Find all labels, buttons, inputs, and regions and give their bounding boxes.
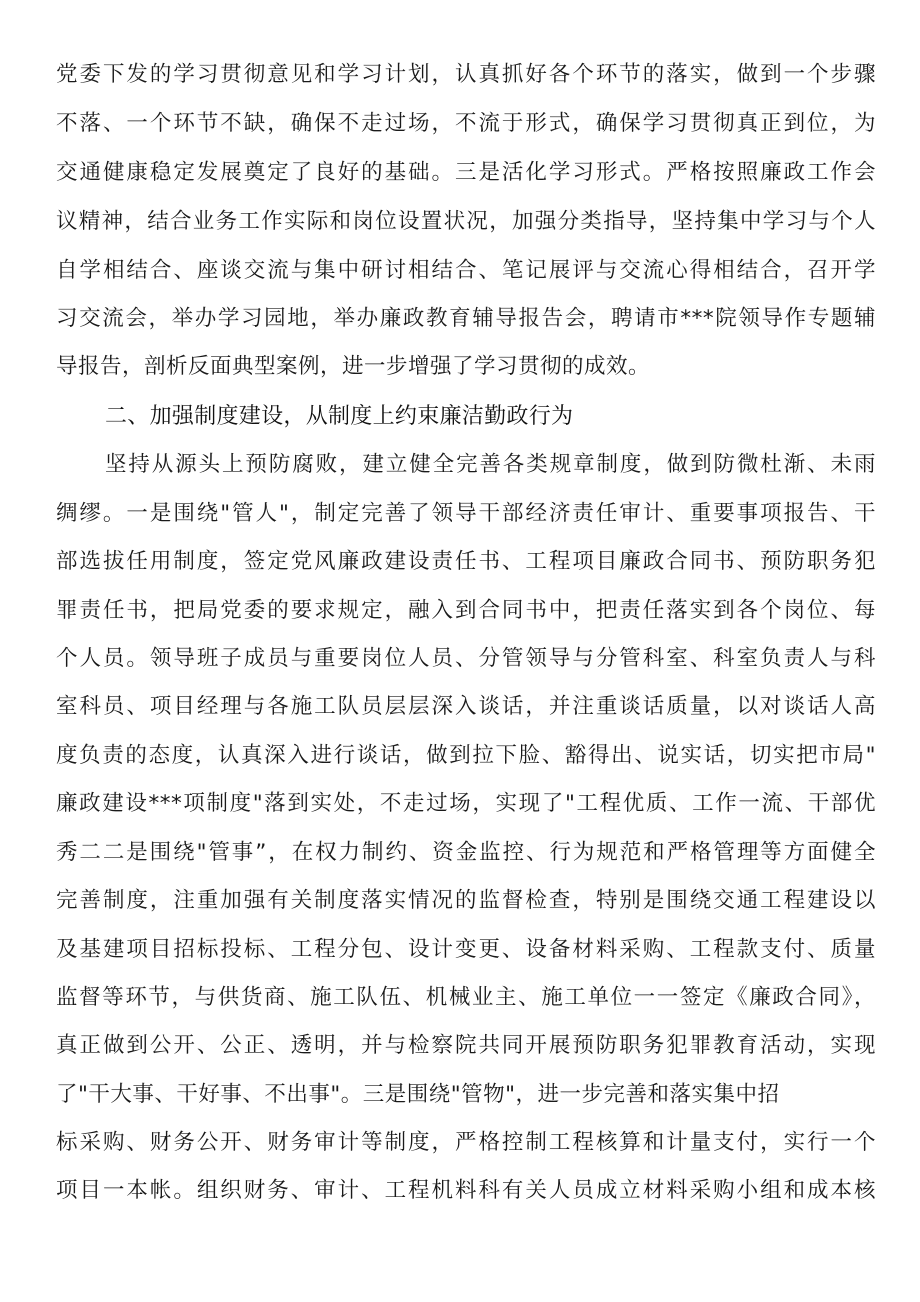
paragraph-line: 完善制度，注重加强有关制度落实情况的监督检查，特别是围绕交通工程建设以 <box>56 888 876 913</box>
paragraph-line: 自学相结合、座谈交流与集中研讨相结合、笔记展评与交流心得相结合，召开学 <box>56 258 876 283</box>
paragraph-line: 标采购、财务公开、财务审计等制度，严格控制工程核算和计量支付，实行一个 <box>56 1130 876 1155</box>
paragraph-line: 交通健康稳定发展奠定了良好的基础。三是活化学习形式。严格按照廉政工作会 <box>56 160 876 185</box>
paragraph-first-line: 坚持从源头上预防腐败，建立健全完善各类规章制度，做到防微杜渐、未雨 <box>105 452 876 477</box>
paragraph-line: 真正做到公开、公正、透明，并与检察院共同开展预防职务犯罪教育活动，实现 <box>56 1033 876 1058</box>
paragraph-line: 党委下发的学习贯彻意见和学习计划，认真抓好各个环节的落实，做到一个步骤 <box>56 62 876 87</box>
paragraph-line: 室科员、项目经理与各施工队员层层深入谈话，并注重谈话质量，以对谈话人高 <box>56 694 876 719</box>
paragraph-line: 监督等环节，与供货商、施工队伍、机械业主、施工单位一一签定《廉政合同》， <box>56 985 876 1010</box>
paragraph-line: 议精神，结合业务工作实际和岗位设置状况，加强分类指导，坚持集中学习与个人 <box>56 209 876 234</box>
paragraph-line: 不落、一个环节不缺，确保不走过场，不流于形式，确保学习贯彻真正到位，为 <box>56 111 876 136</box>
section-heading: 二、加强制度建设，从制度上约束廉洁勤政行为 <box>105 404 574 429</box>
paragraph-line: 个人员。领导班子成员与重要岗位人员、分管领导与分管科室、科室负责人与科 <box>56 646 876 671</box>
paragraph-line: 了"干大事、干好事、不出事"。三是围绕"管物"，进一步完善和落实集中招 <box>56 1082 780 1107</box>
paragraph-line: 绸缪。一是围绕"管人"，制定完善了领导干部经济责任审计、重要事项报告、干 <box>56 501 876 526</box>
paragraph-line: 罪责任书，把局党委的要求规定，融入到合同书中，把责任落实到各个岗位、每 <box>56 598 876 623</box>
paragraph-line: 度负责的态度，认真深入进行谈话，做到拉下脸、豁得出、说实话，切实把市局" <box>56 743 876 768</box>
paragraph-line: 项目一本帐。组织财务、审计、工程机料科有关人员成立材料采购小组和成本核 <box>56 1178 876 1203</box>
paragraph-line: 及基建项目招标投标、工程分包、设计变更、设备材料采购、工程款支付、质量 <box>56 937 876 962</box>
paragraph-line: 秀二二是围绕"管事”，在权力制约、资金监控、行为规范和严格管理等方面健全 <box>56 840 876 865</box>
paragraph-line: 导报告，剖析反面典型案例，进一步增强了学习贯彻的成效。 <box>56 354 651 379</box>
paragraph-line: 部选拔任用制度，签定党风廉政建设责任书、工程项目廉政合同书、预防职务犯 <box>56 549 876 574</box>
paragraph-line: 廉政建设***项制度"落到实处，不走过场，实现了"工程优质、工作一流、干部优 <box>56 791 876 816</box>
paragraph-line: 习交流会，举办学习园地，举办廉政教育辅导报告会，聘请市***院领导作专题辅 <box>56 306 876 331</box>
